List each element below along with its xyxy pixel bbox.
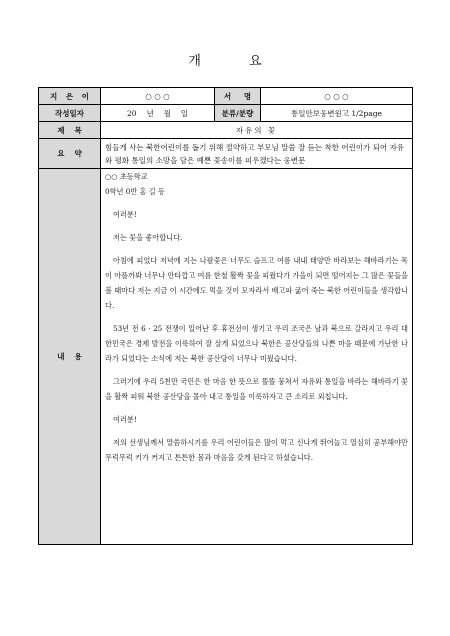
date-label: 작성일자 — [39, 105, 101, 122]
paragraph-3: 53년 전 6 · 25 전쟁이 일어난 후 휴전선이 생기고 우리 조국은 남과 북으로 갈라지고 우리 대한민국은 경제 발전을 이룩하여 잘 살게 되었으나 북한은 공산당들의 나쁜 마음 때문에 가난한 나라가 되었다는 소식에 저는 북한 공산당이 너무나 미웠습니다. — [105, 324, 408, 363]
date-value: 20 년 월 일 — [101, 105, 215, 122]
overview-form — [38, 87, 413, 545]
page-title: 개 요 — [188, 54, 284, 69]
topic-label: 제 목 — [39, 122, 101, 139]
paragraph-5: 저의 선생님께서 말씀하시기를 우리 어린이들은 많이 먹고 신나게 뛰어놀고 열심히 공부해야만 무럭무럭 키가 커지고 튼튼한 몸과 마음을 갖게 된다고 하셨습니다. — [105, 438, 408, 462]
category-label: 분류/분량 — [215, 105, 261, 122]
greeting: 여러분! — [113, 210, 137, 219]
ref-label: 서 명 — [215, 88, 261, 105]
topic-value: 자유의 꽃 — [101, 122, 413, 139]
topic-row — [39, 122, 413, 139]
ref-value: ○ ○ ○ — [261, 88, 413, 105]
summary-label: 요 약 — [39, 139, 101, 169]
paragraph-4: 그러기에 우리 5천만 국민은 한 마음 한 뜻으로 똘똘 뭉쳐서 자유와 통일을 바라는 해바라기 꽃을 활짝 피워 북한 공산당을 몰아 내고 통일을 이룩하자고 큰 소리로 외칩니다. — [105, 377, 408, 401]
school-name: ○○ 초등학교 — [105, 172, 148, 181]
paragraph-1: 저는 꽃을 좋아합니다. — [113, 233, 183, 242]
summary-value: 힘들게 사는 북한어린이를 돕기 위해 절약하고 부모님 말씀 잘 듣는 착한 어린이가 되어 자유와 평화 통일의 소망을 담은 예쁜 꽃송이를 피우겠다는 웅변문 — [101, 139, 413, 169]
category-value: 통일안보웅변원고 1/2page — [261, 105, 413, 122]
summary-row — [39, 139, 413, 169]
author-value: ○ ○ ○ — [101, 88, 215, 105]
student-class: 0학년 0반 홍 길 동 — [105, 187, 165, 196]
paragraph-2: 아침에 피었다 저녁에 지는 나팔꽃은 너무도 슬프고 여름 내내 태양만 바라보는 해바라기는 목이 아플까봐 너무나 안타깝고 여름 한철 활짝 꽃을 피웠다가 가을이 되면 떨어지는 그 많은 꽃들을 볼 때마다 저는 지금 이 시간에도 먹을 것이 모자라서 배고파 굶어 죽는 북한 어린이들을 생각합니다. — [105, 256, 408, 310]
speech-body — [101, 169, 413, 545]
author-row — [39, 88, 413, 105]
date-row — [39, 105, 413, 122]
content-row — [39, 169, 413, 545]
greeting-2: 여러분! — [113, 415, 137, 424]
author-label: 지 은 이 — [39, 88, 101, 105]
content-label: 내 용 — [39, 169, 101, 545]
